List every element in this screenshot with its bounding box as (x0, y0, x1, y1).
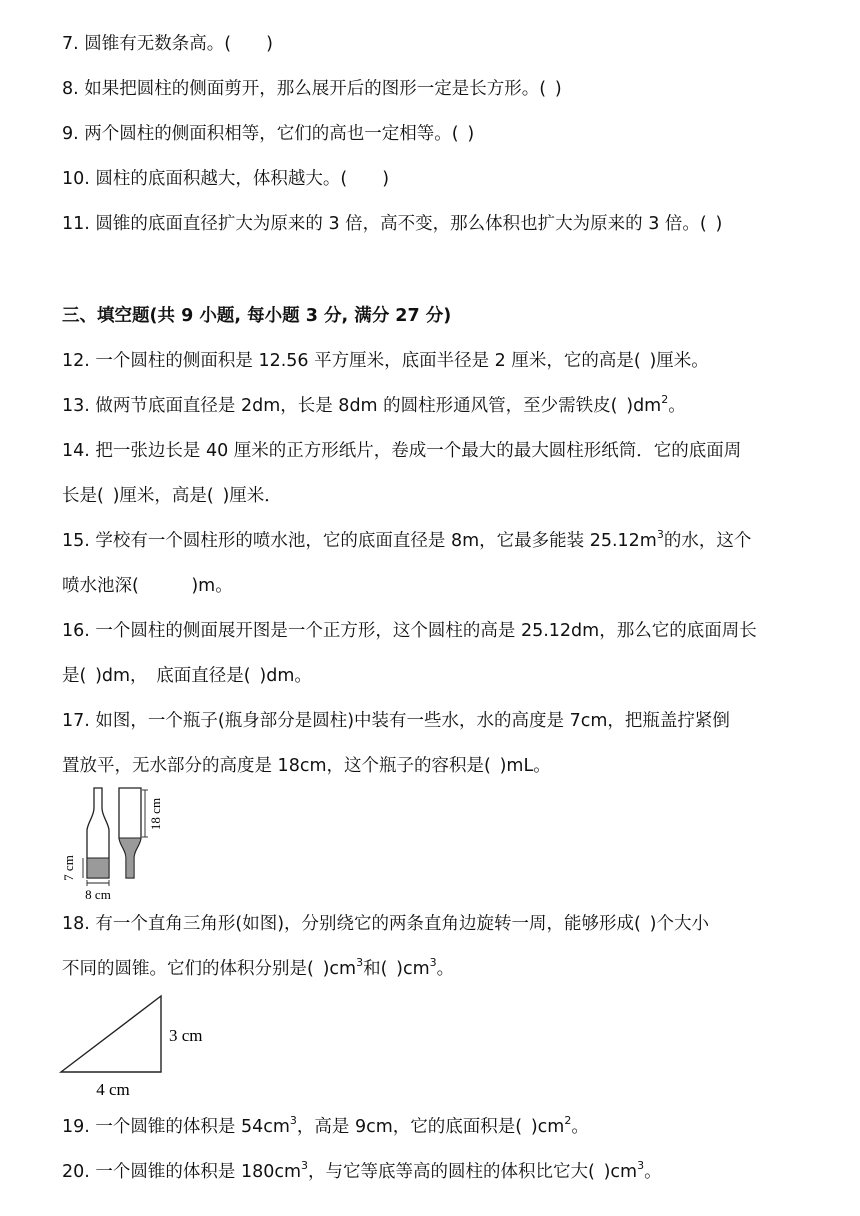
vertical-side-label: 3 cm (169, 1026, 203, 1045)
question-17-line-2: 置放平，无水部分的高度是 18cm，这个瓶子的容积是( )mL。 (62, 756, 551, 776)
question-20-text-mid: ，与它等底等高的圆柱的体积比它大( )cm (308, 1162, 638, 1182)
question-16-line-2: 是( )dm， 底面直径是( )dm。 (62, 666, 312, 686)
question-18-exponent-2: 3 (429, 956, 437, 970)
width-label-8cm: 8 cm (85, 887, 111, 902)
section-3-heading: 三、填空题(共 9 小题, 每小题 3 分, 满分 27 分) (62, 306, 452, 326)
question-13-end: 。 (668, 396, 686, 416)
question-18-line-2 (62, 956, 830, 982)
question-17-line-1: 17. 如图，一个瓶子(瓶身部分是圆柱)中装有一些水，水的高度是 7cm，把瓶盖拧紧倒 (62, 711, 730, 731)
question-20-text-end: 。 (644, 1162, 662, 1182)
question-20-exponent-1: 3 (301, 1159, 309, 1173)
question-19-exponent-1: 3 (289, 1114, 297, 1128)
question-19-text: 19. 一个圆锥的体积是 54cm (62, 1117, 290, 1137)
question-11: 11. 圆锥的底面直径扩大为原来的 3 倍，高不变，那么体积也扩大为原来的 3 倍。( ) (62, 214, 723, 234)
question-18-text-end: 。 (436, 959, 455, 979)
question-20-exponent-2: 3 (637, 1159, 645, 1173)
question-14-line-2: 长是( )厘米，高是( )厘米． (62, 486, 282, 506)
question-15-exponent: 3 (656, 528, 664, 542)
question-13-exponent: 2 (661, 393, 669, 407)
question-18-text: 不同的圆锥。它们的体积分别是( )cm (62, 959, 357, 979)
question-15-line-1 (62, 528, 830, 554)
question-13 (62, 393, 830, 419)
question-16-line-1: 16. 一个圆柱的侧面展开图是一个正方形，这个圆柱的高是 25.12dm，那么它的底面周长 (62, 621, 757, 641)
height-label-18cm: 18 cm (148, 797, 163, 831)
question-19-text-mid: ，高是 9cm，它的底面积是( )cm (296, 1117, 565, 1137)
question-20 (62, 1159, 830, 1185)
question-18-line-1: 18. 有一个直角三角形(如图)，分别绕它的两条直角边旋转一周，能够形成( )个大小 (62, 914, 709, 934)
question-7: 7. 圆锥有无数条高。( ) (62, 34, 273, 54)
question-10: 10. 圆柱的底面积越大，体积越大。( ) (62, 169, 390, 189)
inverted-water-fill (120, 838, 141, 877)
horizontal-side-label: 4 cm (96, 1080, 130, 1099)
question-12: 12. 一个圆柱的侧面积是 12.56 平方厘米，底面半径是 2 厘米，它的高是( )厘米。 (62, 351, 709, 371)
question-13-text: 13. 做两节底面直径是 2dm，长是 8dm 的圆柱形通风管，至少需铁皮( )dm (62, 396, 662, 416)
question-9: 9. 两个圆柱的侧面积相等，它们的高也一定相等。( ) (62, 124, 475, 144)
question-19-text-end: 。 (571, 1117, 589, 1137)
water-fill (88, 858, 109, 877)
question-18-exponent-1: 3 (356, 956, 364, 970)
question-20-text: 20. 一个圆锥的体积是 180cm (62, 1162, 302, 1182)
question-8: 8. 如果把圆柱的侧面剪开，那么展开后的图形一定是长方形。( ) (62, 79, 562, 99)
right-triangle (61, 996, 161, 1072)
question-19 (62, 1114, 830, 1140)
question-19-exponent-2: 2 (564, 1114, 572, 1128)
question-15-line-2: 喷水池深( )m。 (62, 576, 233, 596)
height-label-7cm: 7 cm (61, 855, 76, 881)
question-14-line-1: 14. 把一张边长是 40 厘米的正方形纸片，卷成一个最大的最大圆柱形纸筒．它的底面周 (62, 441, 742, 461)
triangle-figure (56, 990, 226, 1102)
question-15-text-end: 的水，这个 (663, 531, 752, 551)
question-15-text: 15. 学校有一个圆柱形的喷水池，它的底面直径是 8m，它最多能装 25.12m (62, 531, 657, 551)
question-18-text-mid: 和( )cm (363, 959, 430, 979)
bottle-figure (56, 786, 176, 904)
